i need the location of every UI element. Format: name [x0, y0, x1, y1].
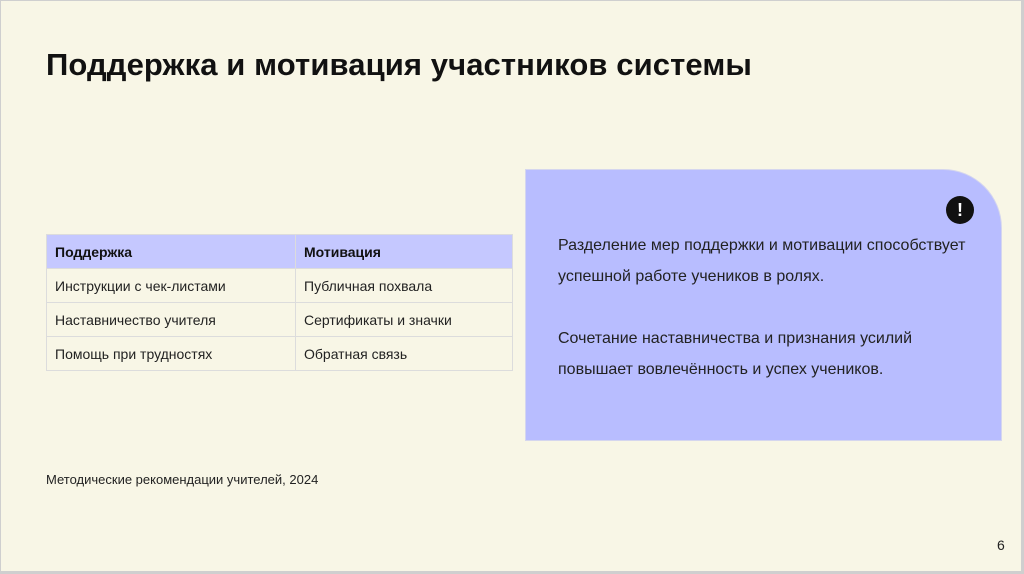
support-motivation-table: [46, 234, 513, 371]
table-row: [47, 337, 513, 371]
table-row: [47, 269, 513, 303]
slide-title: Поддержка и мотивация участников системы: [46, 47, 752, 82]
table-cell: Инструкции с чек-листами: [47, 269, 296, 303]
card-paragraph-1: Разделение мер поддержки и мотивации способствует успешной работе учеников в ролях.: [558, 237, 966, 285]
table-row: [47, 303, 513, 337]
column-header-motivation: Мотивация: [296, 235, 513, 269]
table-cell: Обратная связь: [296, 337, 513, 371]
table-cell: Помощь при трудностях: [47, 337, 296, 371]
table-cell: Публичная похвала: [296, 269, 513, 303]
slide: [1, 1, 1021, 571]
source-note: Методические рекомендации учителей, 2024: [46, 472, 319, 487]
info-card: [526, 170, 1001, 440]
card-paragraph-2: Сочетание наставничества и признания усилий повышает вовлечённость и успех учеников.: [558, 330, 913, 378]
table-header-row: [47, 235, 513, 269]
table-cell: Наставничество учителя: [47, 303, 296, 337]
page-number: 6: [997, 537, 1005, 553]
column-header-support: Поддержка: [47, 235, 296, 269]
table-cell: Сертификаты и значки: [296, 303, 513, 337]
exclamation-icon: !: [946, 196, 974, 224]
